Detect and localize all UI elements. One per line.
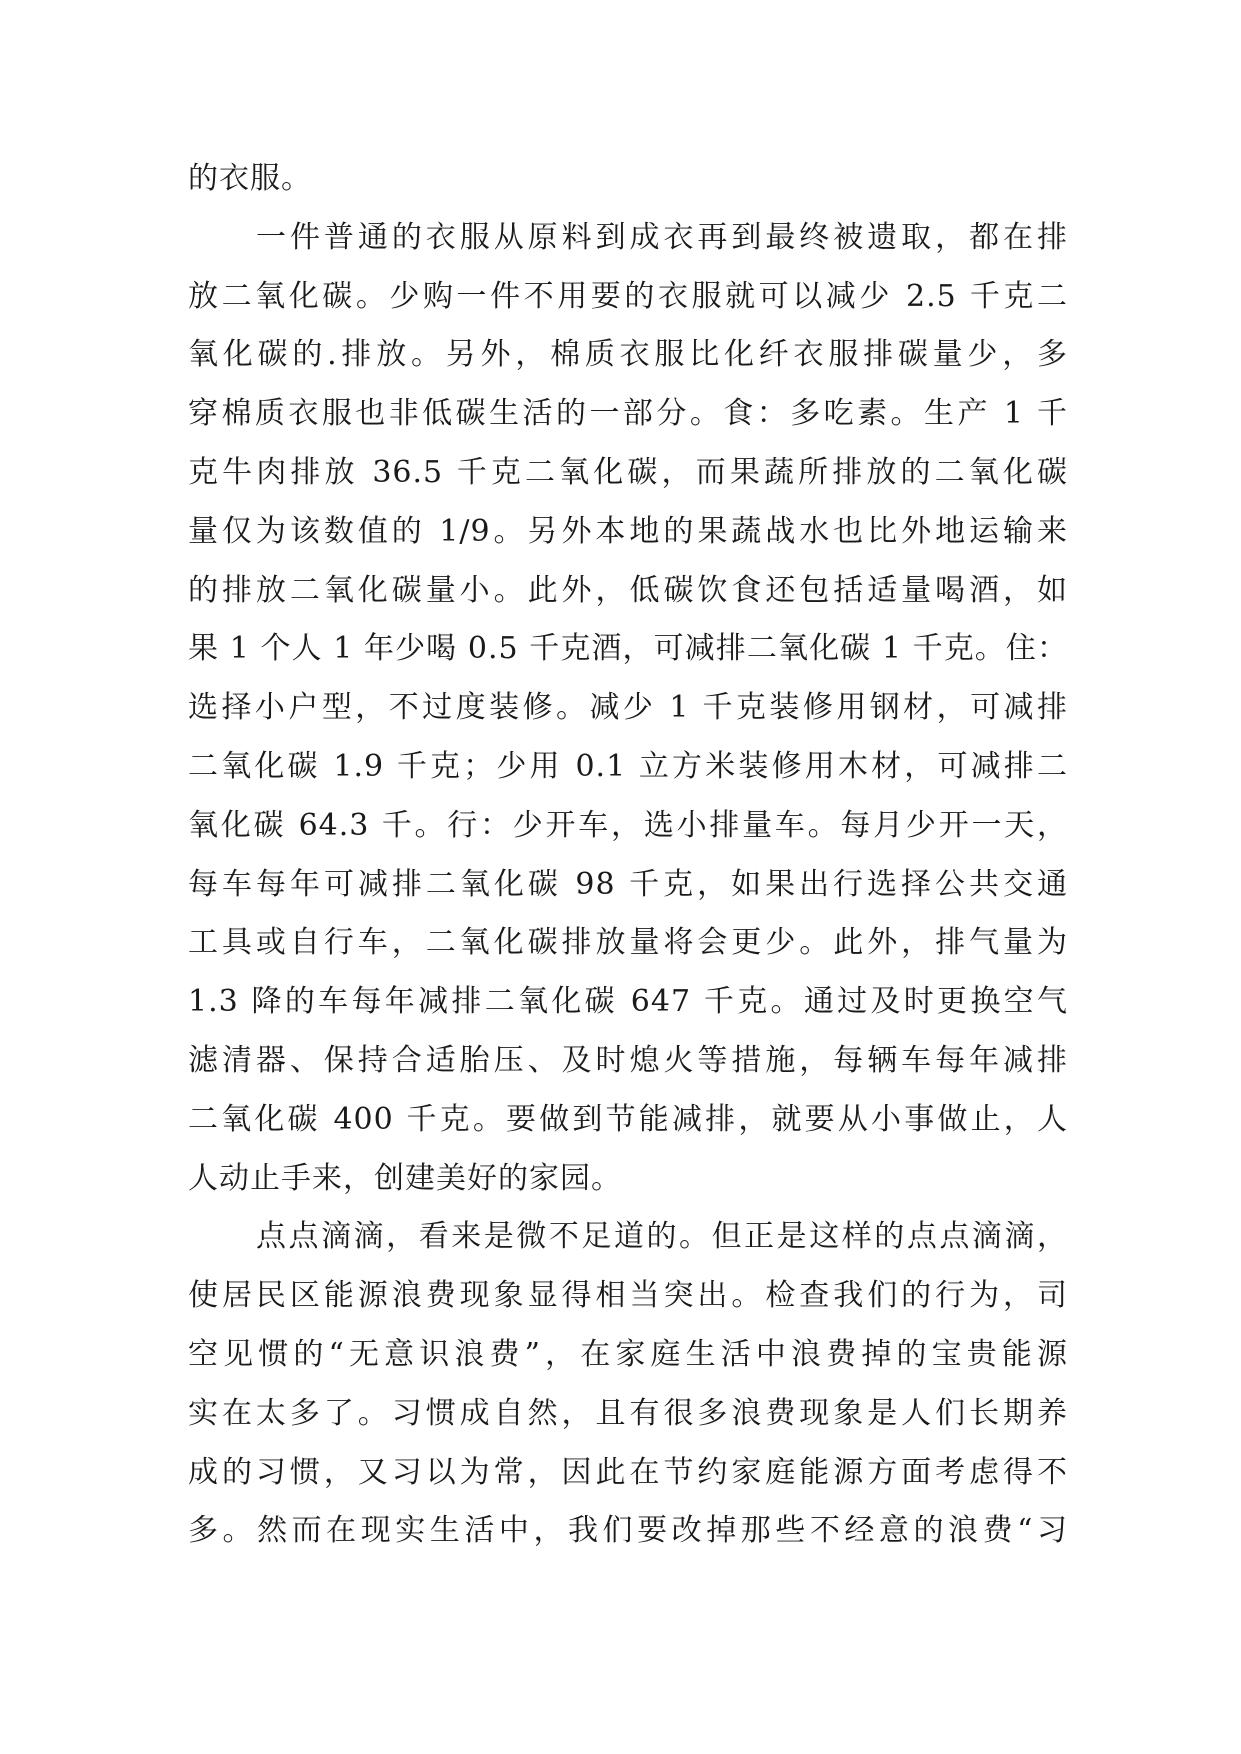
text-line: 滤清器、保持合适胎压、及时熄火等措施，每辆车每年减排 [188, 1042, 1068, 1078]
text-line: 二氧化碳 400 千克。要做到节能减排，就要从小事做止，人 [188, 1101, 1068, 1137]
text-line: 穿棉质衣服也非低碳生活的一部分。食：多吃素。生产 1 千 [188, 396, 1068, 432]
text-line: 氧化碳 64.3 千。行：少开车，选小排量车。每月少开一天， [188, 807, 1068, 843]
text-line: 的排放二氧化碳量小。此外，低碳饮食还包括适量喝酒，如 [188, 572, 1068, 608]
text-line: 实在太多了。习惯成自然，且有很多浪费现象是人们长期养 [188, 1395, 1068, 1431]
body-text [188, 150, 1068, 1561]
text-line: 一件普通的衣服从原料到成衣再到最终被遗取，都在排 [256, 219, 1068, 255]
text-line: 1.3 降的车每年减排二氧化碳 647 千克。通过及时更换空气 [188, 984, 1068, 1020]
text-line: 的衣服。 [188, 161, 312, 196]
text-line: 点点滴滴，看来是微不足道的。但正是这样的点点滴滴， [256, 1219, 1068, 1255]
text-line: 克牛肉排放 36.5 千克二氧化碳，而果蔬所排放的二氧化碳 [188, 454, 1068, 490]
text-line: 选择小户型，不过度装修。减少 1 千克装修用钢材，可减排 [188, 690, 1068, 726]
text-line: 量仅为该数值的 1/9。另外本地的果蔬战水也比外地运输来 [188, 513, 1068, 549]
text-line: 氧化碳的.排放。另外，棉质衣服比化纤衣服排碳量少，多 [188, 337, 1068, 373]
text-line: 果 1 个人 1 年少喝 0.5 千克酒，可减排二氧化碳 1 千克。住： [188, 631, 1068, 667]
text-line: 每车每年可减排二氧化碳 98 千克，如果出行选择公共交通 [188, 866, 1068, 902]
text-line: 人动止手来，创建美好的家园。 [188, 1160, 622, 1196]
text-line: 使居民区能源浪费现象显得相当突出。检查我们的行为，司 [188, 1278, 1068, 1314]
text-line: 放二氧化碳。少购一件不用要的衣服就可以减少 2.5 千克二 [188, 278, 1068, 314]
text-line: 成的习惯，又习以为常，因此在节约家庭能源方面考虑得不 [188, 1454, 1068, 1490]
text-line: 空见惯的“无意识浪费”，在家庭生活中浪费掉的宝贵能源 [188, 1336, 1068, 1372]
text-line: 多。然而在现实生活中，我们要改掉那些不经意的浪费“习 [188, 1513, 1068, 1549]
text-line: 二氧化碳 1.9 千克；少用 0.1 立方米装修用木材，可减排二 [188, 748, 1068, 784]
text-line: 工具或自行车，二氧化碳排放量将会更少。此外，排气量为 [188, 925, 1068, 961]
